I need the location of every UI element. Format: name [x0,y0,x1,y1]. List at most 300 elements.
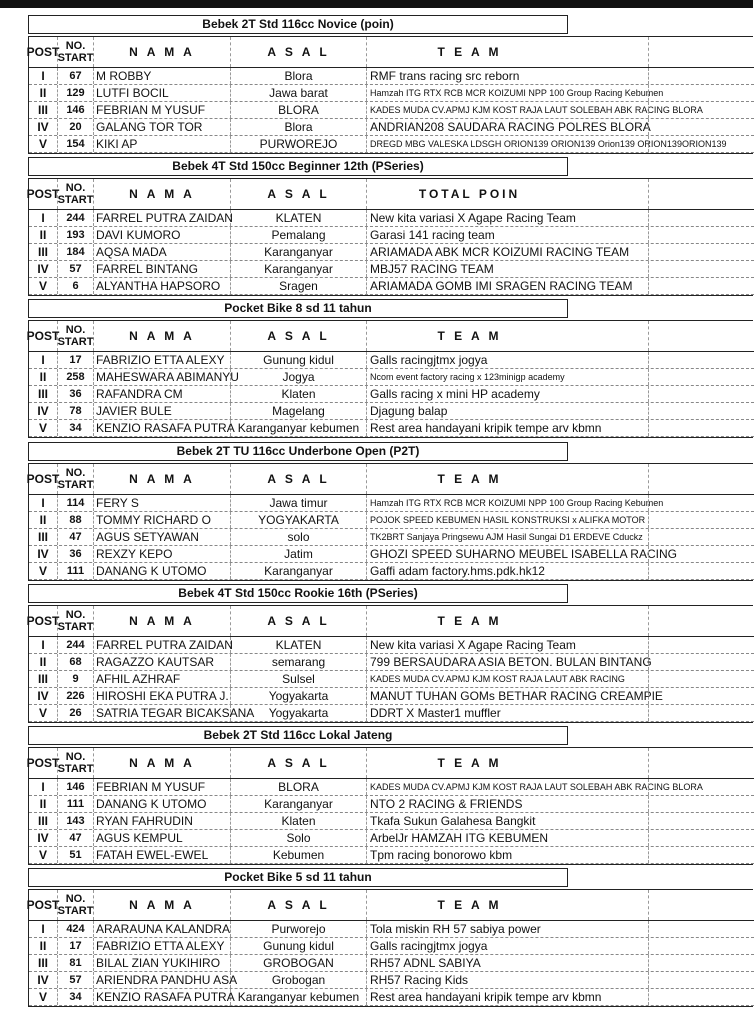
cell-asal: Karanganyar kebumen [231,989,367,1005]
cell-team: Galls racing x mini HP academy [370,387,540,401]
cell-team: Tpm racing bonorowo kbm [370,848,513,862]
cell-empty [569,278,649,294]
cell-empty [569,813,649,829]
cell-no-start: 154 [58,136,94,152]
race-class-section [28,157,753,299]
cell-no-start: 17 [58,352,94,368]
header-no-start: NO. START [58,321,94,351]
cell-nama: M ROBBY [94,68,231,84]
header-empty [569,890,649,920]
table-row [29,637,754,654]
cell-team: MANUT TUHAN GOMs BETHAR RACING CREAMPIE [370,689,663,703]
cell-no-start: 143 [58,813,94,829]
results-table [28,889,753,1007]
table-row [29,830,754,847]
cell-team: New kita variasi X Agape Racing Team [370,638,576,652]
cell-no-start: 9 [58,671,94,687]
table-row [29,847,754,864]
cell-team: ArbelJr HAMZAH ITG KEBUMEN [370,831,549,845]
cell-empty [569,68,649,84]
cell-team: TK2BRT Sanjaya Pringsewu AJM Hasil Sungai D1 ERDEVE Cduckz [370,532,643,542]
cell-team: Rest area handayani kripik tempe arv kbmn [370,421,602,435]
cell-empty [569,352,649,368]
cell-post: III [29,102,58,118]
table-header [26,606,754,637]
cell-nama: FABRIZIO ETTA ALEXY [94,352,231,368]
table-row [29,278,754,295]
table-row [29,403,754,420]
cell-nama: FARREL PUTRA ZAIDAN [96,638,233,652]
header-nama: N A M A [94,890,231,920]
cell-asal: PURWOREJO [231,136,367,152]
cell-team: KADES MUDA CV.APMJ KJM KOST RAJA LAUT SOLEBAH ABK RACING BLORA [370,105,703,115]
cell-no-start: 17 [58,938,94,954]
cell-no-start: 78 [58,403,94,419]
cell-nama: JAVIER BULE [94,403,231,419]
header-team: T E A M [437,898,502,912]
class-title: Pocket Bike 8 sd 11 tahun [28,299,568,318]
cell-asal: Jawa barat [231,85,367,101]
results-table [28,320,753,438]
cell-team: Galls racingjtmx jogya [370,939,488,953]
cell-nama: FABRIZIO ETTA ALEXY [94,938,231,954]
table-row [29,85,754,102]
table-header [26,179,754,210]
header-team: TOTAL POIN [418,187,521,201]
cell-asal: Karanganyar [231,796,367,812]
cell-nama: DANANG K UTOMO [94,796,231,812]
cell-post: II [29,512,58,528]
cell-asal: Gunung kidul [231,352,367,368]
cell-empty [569,420,649,436]
cell-empty [569,563,649,579]
cell-nama: KIKI AP [94,136,231,152]
cell-asal: BLORA [231,102,367,118]
header-nama: N A M A [94,748,231,778]
cell-post: II [29,227,58,243]
cell-no-start: 20 [58,119,94,135]
header-post: POST [29,179,58,209]
results-table [28,463,753,581]
cell-empty [569,637,649,653]
cell-post: I [29,352,58,368]
table-row [29,813,754,830]
header-empty [569,748,649,778]
cell-empty [569,102,649,118]
cell-no-start: 47 [58,830,94,846]
cell-nama: ARARAUNA KALANDRA [96,922,231,936]
cell-asal: Jogya [231,369,367,385]
cell-empty [569,972,649,988]
cell-no-start: 129 [58,85,94,101]
cell-empty [569,210,649,226]
cell-asal: Sulsel [231,671,367,687]
class-title: Bebek 4T Std 150cc Rookie 16th (PSeries) [28,584,568,603]
cell-nama: KENZIO RASAFA PUTRA [96,421,235,435]
cell-no-start: 258 [58,369,94,385]
cell-empty [569,369,649,385]
cell-asal: Blora [231,119,367,135]
cell-post: I [29,210,58,226]
cell-post: IV [29,546,58,562]
table-row [29,921,754,938]
cell-no-start: 111 [58,796,94,812]
cell-asal: Jatim [231,546,367,562]
header-asal: A S A L [231,179,367,209]
cell-empty [569,261,649,277]
table-header [26,37,754,68]
table-row [29,688,754,705]
header-post: POST [29,37,58,67]
table-header [26,464,754,495]
cell-no-start: 36 [58,386,94,402]
cell-empty [569,244,649,260]
table-row [29,119,754,136]
header-post: POST [29,748,58,778]
cell-post: I [29,637,58,653]
race-class-section [28,299,753,441]
cell-nama: MAHESWARA ABIMANYU [96,370,239,384]
cell-post: I [29,68,58,84]
cell-empty [569,495,649,511]
table-header [26,748,754,779]
cell-nama: TOMMY RICHARD O [94,512,231,528]
header-team: T E A M [437,756,502,770]
cell-no-start: 146 [58,779,94,795]
cell-empty [569,938,649,954]
cell-empty [569,654,649,670]
cell-team: Gaffi adam factory.hms.pdk.hk12 [370,564,545,578]
cell-post: III [29,671,58,687]
cell-empty [569,830,649,846]
table-row [29,136,754,153]
cell-empty [569,921,649,937]
cell-post: III [29,386,58,402]
results-table [28,605,753,723]
table-row [29,495,754,512]
cell-post: IV [29,688,58,704]
cell-post: V [29,563,58,579]
cell-asal: Klaten [231,813,367,829]
cell-asal: Yogyakarta [231,705,367,721]
cell-nama: BILAL ZIAN YUKIHIRO [94,955,231,971]
cell-empty [569,119,649,135]
cell-post: III [29,244,58,260]
cell-empty [569,529,649,545]
results-table [28,178,753,296]
cell-no-start: 36 [58,546,94,562]
cell-no-start: 51 [58,847,94,863]
table-row [29,210,754,227]
cell-nama: DAVI KUMORO [94,227,231,243]
cell-asal: Magelang [231,403,367,419]
cell-team: ANDRIAN208 SAUDARA RACING POLRES BLORA [370,120,651,134]
race-class-section [28,868,753,1010]
cell-team: MBJ57 RACING TEAM [370,262,494,276]
header-no-start: NO. START [58,890,94,920]
cell-asal: Karanganyar [231,563,367,579]
cell-team: Rest area handayani kripik tempe arv kbmn [370,990,602,1004]
cell-empty [569,546,649,562]
cell-nama: DANANG K UTOMO [94,563,231,579]
cell-post: II [29,938,58,954]
header-asal: A S A L [231,37,367,67]
cell-asal: Karanganyar kebumen [231,420,367,436]
cell-no-start: 184 [58,244,94,260]
cell-empty [569,688,649,704]
cell-team: KADES MUDA CV.APMJ KJM KOST RAJA LAUT SOLEBAH ABK RACING BLORA [370,782,703,792]
table-row [29,989,754,1006]
table-header [26,321,754,352]
cell-asal: Gunung kidul [231,938,367,954]
class-title: Bebek 4T Std 150cc Beginner 12th (PSeries) [28,157,568,176]
cell-post: II [29,85,58,101]
cell-team: DREGD MBG VALESKA LDSGH ORION139 ORION139 Orion139 ORION139ORION139 [370,139,727,149]
cell-asal: Jawa timur [231,495,367,511]
header-empty [569,37,649,67]
cell-post: V [29,847,58,863]
cell-nama: RAGAZZO KAUTSAR [94,654,231,670]
cell-empty [569,779,649,795]
cell-no-start: 81 [58,955,94,971]
cell-no-start: 34 [58,989,94,1005]
cell-team: Ncom event factory racing x 123minigp academy [370,372,565,382]
table-row [29,972,754,989]
cell-asal: Klaten [231,386,367,402]
cell-asal: BLORA [231,779,367,795]
table-row [29,938,754,955]
cell-post: V [29,989,58,1005]
cell-no-start: 424 [58,921,94,937]
results-table [28,36,753,154]
table-row [29,563,754,580]
cell-asal: Karanganyar [231,261,367,277]
cell-asal: GROBOGAN [231,955,367,971]
cell-empty [569,136,649,152]
cell-asal: Karanganyar [231,244,367,260]
cell-empty [569,512,649,528]
header-asal: A S A L [231,464,367,494]
table-row [29,796,754,813]
cell-asal: solo [231,529,367,545]
cell-nama: ALYANTHA HAPSORO [94,278,231,294]
cell-nama: RAFANDRA CM [94,386,231,402]
table-row [29,68,754,85]
header-no-start: NO. START [58,37,94,67]
cell-nama: AGUS KEMPUL [94,830,231,846]
cell-empty [569,403,649,419]
cell-no-start: 111 [58,563,94,579]
cell-team: Hamzah ITG RTX RCB MCR KOIZUMI NPP 100 Group Racing Kebumen [370,88,664,98]
cell-post: IV [29,830,58,846]
header-team: T E A M [437,45,502,59]
cell-empty [569,989,649,1005]
cell-team: ARIAMADA GOMB IMI SRAGEN RACING TEAM [370,279,633,293]
cell-team: Hamzah ITG RTX RCB MCR KOIZUMI NPP 100 Group Racing Kebumen [370,498,664,508]
cell-team: RMF trans racing src reborn [370,69,520,83]
cell-no-start: 193 [58,227,94,243]
cell-nama: HIROSHI EKA PUTRA J. [94,688,231,704]
table-row [29,512,754,529]
cell-nama: RYAN FAHRUDIN [94,813,231,829]
cell-team: NTO 2 RACING & FRIENDS [370,797,523,811]
header-empty [569,179,649,209]
cell-asal: semarang [231,654,367,670]
header-post: POST [29,321,58,351]
cell-empty [569,85,649,101]
cell-empty [569,386,649,402]
cell-no-start: 6 [58,278,94,294]
cell-team: ARIAMADA ABK MCR KOIZUMI RACING TEAM [370,245,630,259]
cell-asal: Solo [231,830,367,846]
cell-post: IV [29,119,58,135]
race-class-section [28,726,753,868]
header-nama: N A M A [94,321,231,351]
cell-asal: Grobogan [231,972,367,988]
cell-post: II [29,369,58,385]
header-nama: N A M A [94,179,231,209]
cell-no-start: 67 [58,68,94,84]
header-team: T E A M [437,329,502,343]
table-row [29,955,754,972]
header-post: POST [29,606,58,636]
cell-team: RH57 Racing Kids [370,973,469,987]
cell-post: V [29,278,58,294]
table-row [29,420,754,437]
top-bar [0,0,753,8]
header-asal: A S A L [231,748,367,778]
header-nama: N A M A [94,606,231,636]
header-asal: A S A L [231,890,367,920]
cell-post: III [29,813,58,829]
cell-post: I [29,779,58,795]
race-class-section [28,584,753,726]
results-table [28,747,753,865]
header-empty [569,606,649,636]
table-row [29,779,754,796]
header-nama: N A M A [94,464,231,494]
cell-no-start: 57 [58,972,94,988]
cell-asal: KLATEN [231,210,367,226]
header-post: POST [29,890,58,920]
table-row [29,102,754,119]
table-row [29,261,754,278]
table-header [26,890,754,921]
cell-team: RH57 ADNL SABIYA [370,956,481,970]
cell-no-start: 114 [58,495,94,511]
cell-team: Galls racingjtmx jogya [370,353,488,367]
cell-nama: KENZIO RASAFA PUTRA [96,990,235,1004]
table-row [29,529,754,546]
cell-team: Tkafa Sukun Galahesa Bangkit [370,814,536,828]
cell-nama: AFHIL AZHRAF [94,671,231,687]
class-title: Bebek 2T Std 116cc Lokal Jateng [28,726,568,745]
class-title: Pocket Bike 5 sd 11 tahun [28,868,568,887]
table-row [29,654,754,671]
cell-empty [569,955,649,971]
table-row [29,386,754,403]
cell-empty [569,227,649,243]
cell-post: V [29,136,58,152]
cell-nama: REXZY KEPO [94,546,231,562]
cell-team: Djagung balap [370,404,448,418]
table-row [29,352,754,369]
cell-nama: SATRIA TEGAR BICAKSANA [96,706,255,720]
class-title: Bebek 2T Std 116cc Novice (poin) [28,15,568,34]
cell-no-start: 57 [58,261,94,277]
cell-team: KADES MUDA CV.APMJ KJM KOST RAJA LAUT ABK RACING [370,674,625,684]
cell-nama: LUTFI BOCIL [94,85,231,101]
cell-post: I [29,921,58,937]
cell-post: IV [29,261,58,277]
cell-no-start: 26 [58,705,94,721]
cell-post: III [29,529,58,545]
header-empty [569,464,649,494]
header-empty [569,321,649,351]
table-row [29,227,754,244]
cell-asal: Yogyakarta [231,688,367,704]
header-no-start: NO. START [58,179,94,209]
cell-no-start: 68 [58,654,94,670]
cell-asal: Kebumen [231,847,367,863]
table-row [29,671,754,688]
cell-nama: AGUS SETYAWAN [94,529,231,545]
cell-team: New kita variasi X Agape Racing Team [370,211,576,225]
table-row [29,705,754,722]
table-row [29,244,754,261]
cell-no-start: 88 [58,512,94,528]
cell-empty [569,671,649,687]
cell-post: IV [29,972,58,988]
cell-asal: Blora [231,68,367,84]
table-row [29,369,754,386]
cell-asal: Pemalang [231,227,367,243]
cell-post: I [29,495,58,511]
header-post: POST [29,464,58,494]
cell-nama: FARREL PUTRA ZAIDAN [96,211,233,225]
cell-empty [569,705,649,721]
cell-nama: GALANG TOR TOR [94,119,231,135]
cell-team: Garasi 141 racing team [370,228,495,242]
header-team: T E A M [437,472,502,486]
cell-team: POJOK SPEED KEBUMEN HASIL KONSTRUKSI x ALIFKA MOTOR [370,515,646,525]
cell-team: Tola miskin RH 57 sabiya power [370,922,541,936]
cell-no-start: 47 [58,529,94,545]
cell-empty [569,796,649,812]
cell-team: DDRT X Master1 muffler [370,706,501,720]
cell-team: GHOZI SPEED SUHARNO MEUBEL ISABELLA RACING [370,547,677,561]
cell-nama: FEBRIAN M YUSUF [94,779,231,795]
cell-nama: FEBRIAN M YUSUF [94,102,231,118]
cell-no-start: 226 [58,688,94,704]
cell-no-start: 146 [58,102,94,118]
cell-asal: KLATEN [231,637,367,653]
header-no-start: NO. START [58,464,94,494]
header-asal: A S A L [231,606,367,636]
header-no-start: NO. START [58,606,94,636]
cell-empty [569,847,649,863]
race-class-section [28,442,753,584]
cell-nama: ARIENDRA PANDHU ASA [96,973,238,987]
cell-no-start: 244 [58,637,94,653]
race-class-section [28,15,753,157]
header-team: T E A M [437,614,502,628]
cell-nama: FATAH EWEL-EWEL [94,847,231,863]
header-asal: A S A L [231,321,367,351]
cell-nama: FERY S [94,495,231,511]
cell-post: III [29,955,58,971]
table-row [29,546,754,563]
